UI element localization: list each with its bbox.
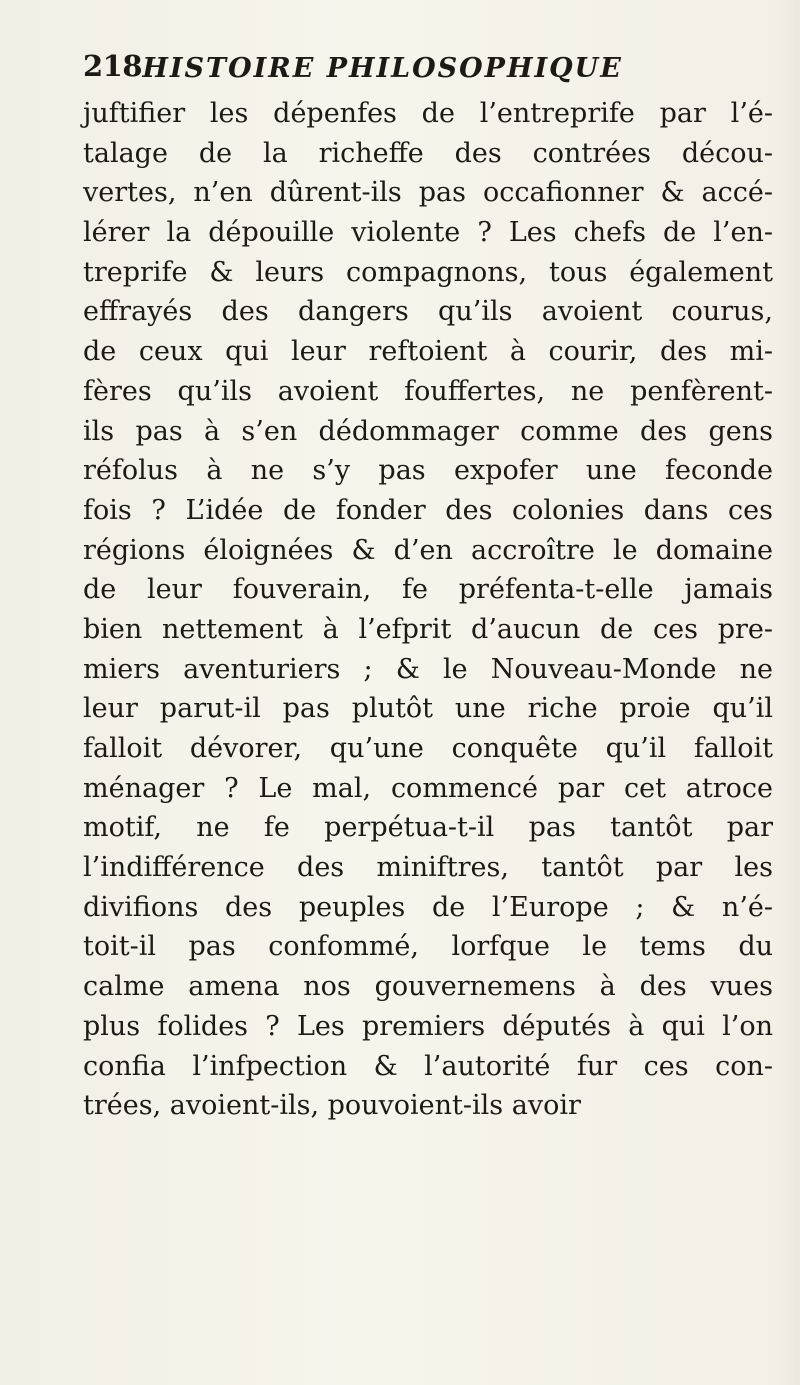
text-line: leur parut-il pas plutôt une riche proie qu’il xyxy=(83,693,773,725)
page-header xyxy=(83,44,773,88)
text-line: lérer la dépouille violente ? Les chefs de l’en- xyxy=(83,217,773,249)
text-line: calme amena nos gouvernemens à des vues xyxy=(83,971,773,1003)
text-line: de leur fouverain, fe préfenta-t-elle jamais xyxy=(83,574,773,606)
text-line: juftifier les dépenfes de l’entreprife par l’é- xyxy=(83,98,773,129)
body-text xyxy=(83,94,773,1126)
text-line: fères qu’ils avoient fouffertes, ne penfèrent- xyxy=(83,375,773,407)
text-line: talage de la richeffe des contrées décou- xyxy=(83,137,773,169)
text-line: plus folides ? Les premiers députés à qui l’on xyxy=(83,1010,773,1042)
text-line: divifions des peuples de l’Europe ; & n’é- xyxy=(83,891,773,923)
text-line: vertes, n’en dûrent-ils pas occafionner & accé- xyxy=(83,177,773,209)
text-line: toit-il pas confommé, lorfque le tems du xyxy=(83,931,773,963)
text-line: confia l’infpection & l’autorité fur ces con- xyxy=(83,1050,773,1082)
page-number: 218 xyxy=(83,49,143,83)
text-line: effrayés des dangers qu’ils avoient courus, xyxy=(83,296,773,328)
text-line: falloit dévorer, qu’une conquête qu’il falloit xyxy=(83,733,773,764)
running-title: HISTOIRE PHILOSOPHIQUE xyxy=(142,53,623,84)
text-line: miers aventuriers ; & le Nouveau-Monde ne xyxy=(83,653,773,685)
text-line: trées, avoient-ils, pouvoient-ils avoir xyxy=(83,1090,581,1122)
text-line: treprife & leurs compagnons, tous également xyxy=(83,256,773,288)
text-line: ménager ? Le mal, commencé par cet atroce xyxy=(83,772,773,804)
text-line: fois ? L’idée de fonder des colonies dans ces xyxy=(83,494,773,526)
text-line: bien nettement à l’efprit d’aucun de ces pre- xyxy=(83,613,773,645)
text-line: réfolus à ne s’y pas expofer une feconde xyxy=(83,455,773,487)
paper-edge xyxy=(776,0,800,1385)
text-line: l’indifférence des miniftres, tantôt par les xyxy=(83,852,773,884)
text-line: ils pas à s’en dédommager comme des gens xyxy=(83,415,773,447)
text-line: motif, ne fe perpétua-t-il pas tantôt par xyxy=(83,812,773,844)
text-line: régions éloignées & d’en accroître le domaine xyxy=(83,534,773,566)
text-line: de ceux qui leur reftoient à courir, des mi- xyxy=(83,336,773,368)
